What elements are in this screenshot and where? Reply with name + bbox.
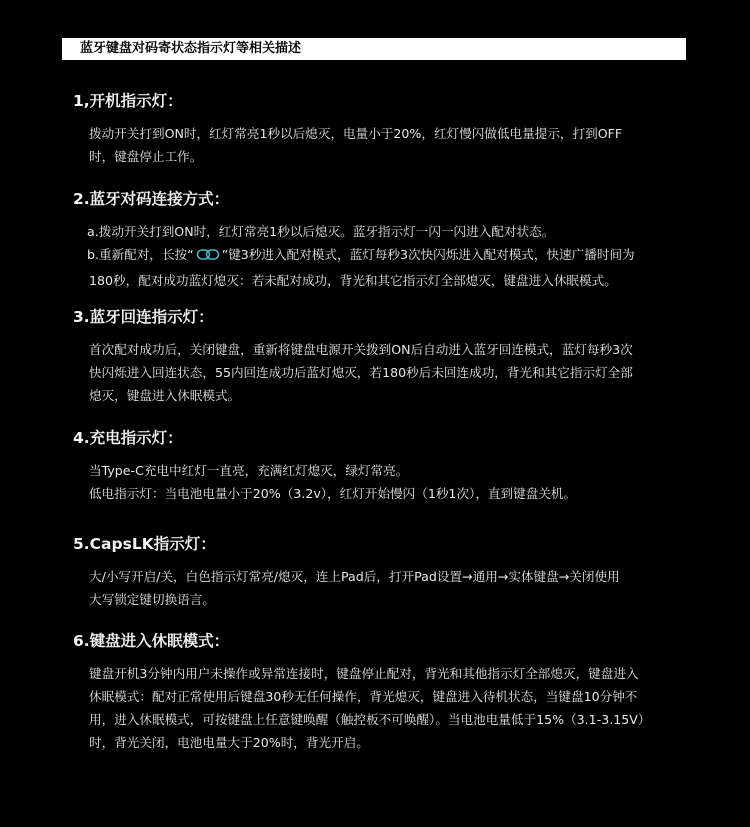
- body-line: 大写锁定键切换语言。: [89, 592, 215, 607]
- link-icon: [196, 246, 220, 269]
- body-line: 时，背光关闭，电池电量大于20%时，背光开启。: [89, 735, 369, 750]
- body-line: a.拨动开关打到ON时，红灯常亮1秒以后熄灭。蓝牙指示灯一闪一闪进入配对状态。: [87, 224, 555, 239]
- body-line: 时，键盘停止工作。: [89, 149, 203, 164]
- body-line: 用，进入休眠模式，可按键盘上任意键唤醒（触控板不可唤醒）。当电池电量低于15%（3.1-3.15V）: [89, 712, 651, 727]
- section-bluetooth-reconnect: [73, 306, 713, 407]
- body-line: 键盘开机3分钟内用户未操作或异常连接时，键盘停止配对，背光和其他指示灯全部熄灭，键盘进入: [89, 666, 639, 681]
- section-heading: 2.蓝牙对码连接方式：: [73, 190, 230, 208]
- body-line-with-icon: [87, 243, 713, 269]
- body-line: 大/小写开启/关，白色指示灯常亮/熄灭，连上Pad后，打开Pad设置→通用→实体键盘→关闭使用: [89, 569, 620, 584]
- body-line: 休眠模式：配对正常使用后键盘30秒无任何操作，背光熄灭，键盘进入待机状态，当键盘10分钟不: [89, 689, 638, 704]
- body-line: 快闪烁进入回连状态，55内回连成功后蓝灯熄灭，若180秒后未回连成功，背光和其它指示灯全部: [89, 365, 633, 380]
- section-body: [73, 122, 713, 168]
- body-line: 180秒，配对成功蓝灯熄灭：若未配对成功，背光和其它指示灯全部熄灭，键盘进入休眠模式。: [89, 273, 617, 288]
- section-charging-indicator: [73, 427, 713, 505]
- section-body: [73, 459, 713, 505]
- section-heading: 5.CapsLK指示灯：: [73, 535, 216, 553]
- section-bluetooth-pairing: [73, 188, 713, 292]
- section-heading: 6.键盘进入休眠模式：: [73, 632, 230, 650]
- section-capslock-indicator: [73, 533, 713, 611]
- body-line: 当Type-C充电中红灯一直亮，充满红灯熄灭，绿灯常亮。: [89, 463, 409, 478]
- body-line: 首次配对成功后，关闭键盘，重新将键盘电源开关拨到ON后自动进入蓝牙回连模式，蓝灯每秒3次: [89, 342, 633, 357]
- section-body: [73, 338, 713, 407]
- section-power-indicator: [73, 90, 713, 168]
- body-line: 熄灭，键盘进入休眠模式。: [89, 388, 241, 403]
- section-body: [73, 220, 713, 292]
- page-title: 蓝牙键盘对码寄状态指示灯等相关描述: [80, 41, 302, 56]
- section-body: [73, 565, 713, 611]
- section-heading: 3.蓝牙回连指示灯：: [73, 308, 214, 326]
- body-line-prefix: b.重新配对，长按“: [87, 247, 194, 262]
- body-line: 拨动开关打到ON时，红灯常亮1秒以后熄灭，电量小于20%，红灯慢闪做低电量提示，打到OFF: [89, 126, 623, 141]
- section-heading: 1,开机指示灯：: [73, 92, 183, 110]
- section-sleep-mode: [73, 630, 713, 754]
- body-line-suffix: ”键3秒进入配对模式，蓝灯每秒3次快闪烁进入配对模式，快速广播时间为: [221, 247, 635, 262]
- section-heading: 4.充电指示灯：: [73, 429, 183, 447]
- body-line: 低电指示灯：当电池电量小于20%（3.2v），红灯开始慢闪（1秒1次），直到键盘关机。: [89, 486, 577, 501]
- section-body: [73, 662, 713, 754]
- header-title-bar: [62, 38, 686, 60]
